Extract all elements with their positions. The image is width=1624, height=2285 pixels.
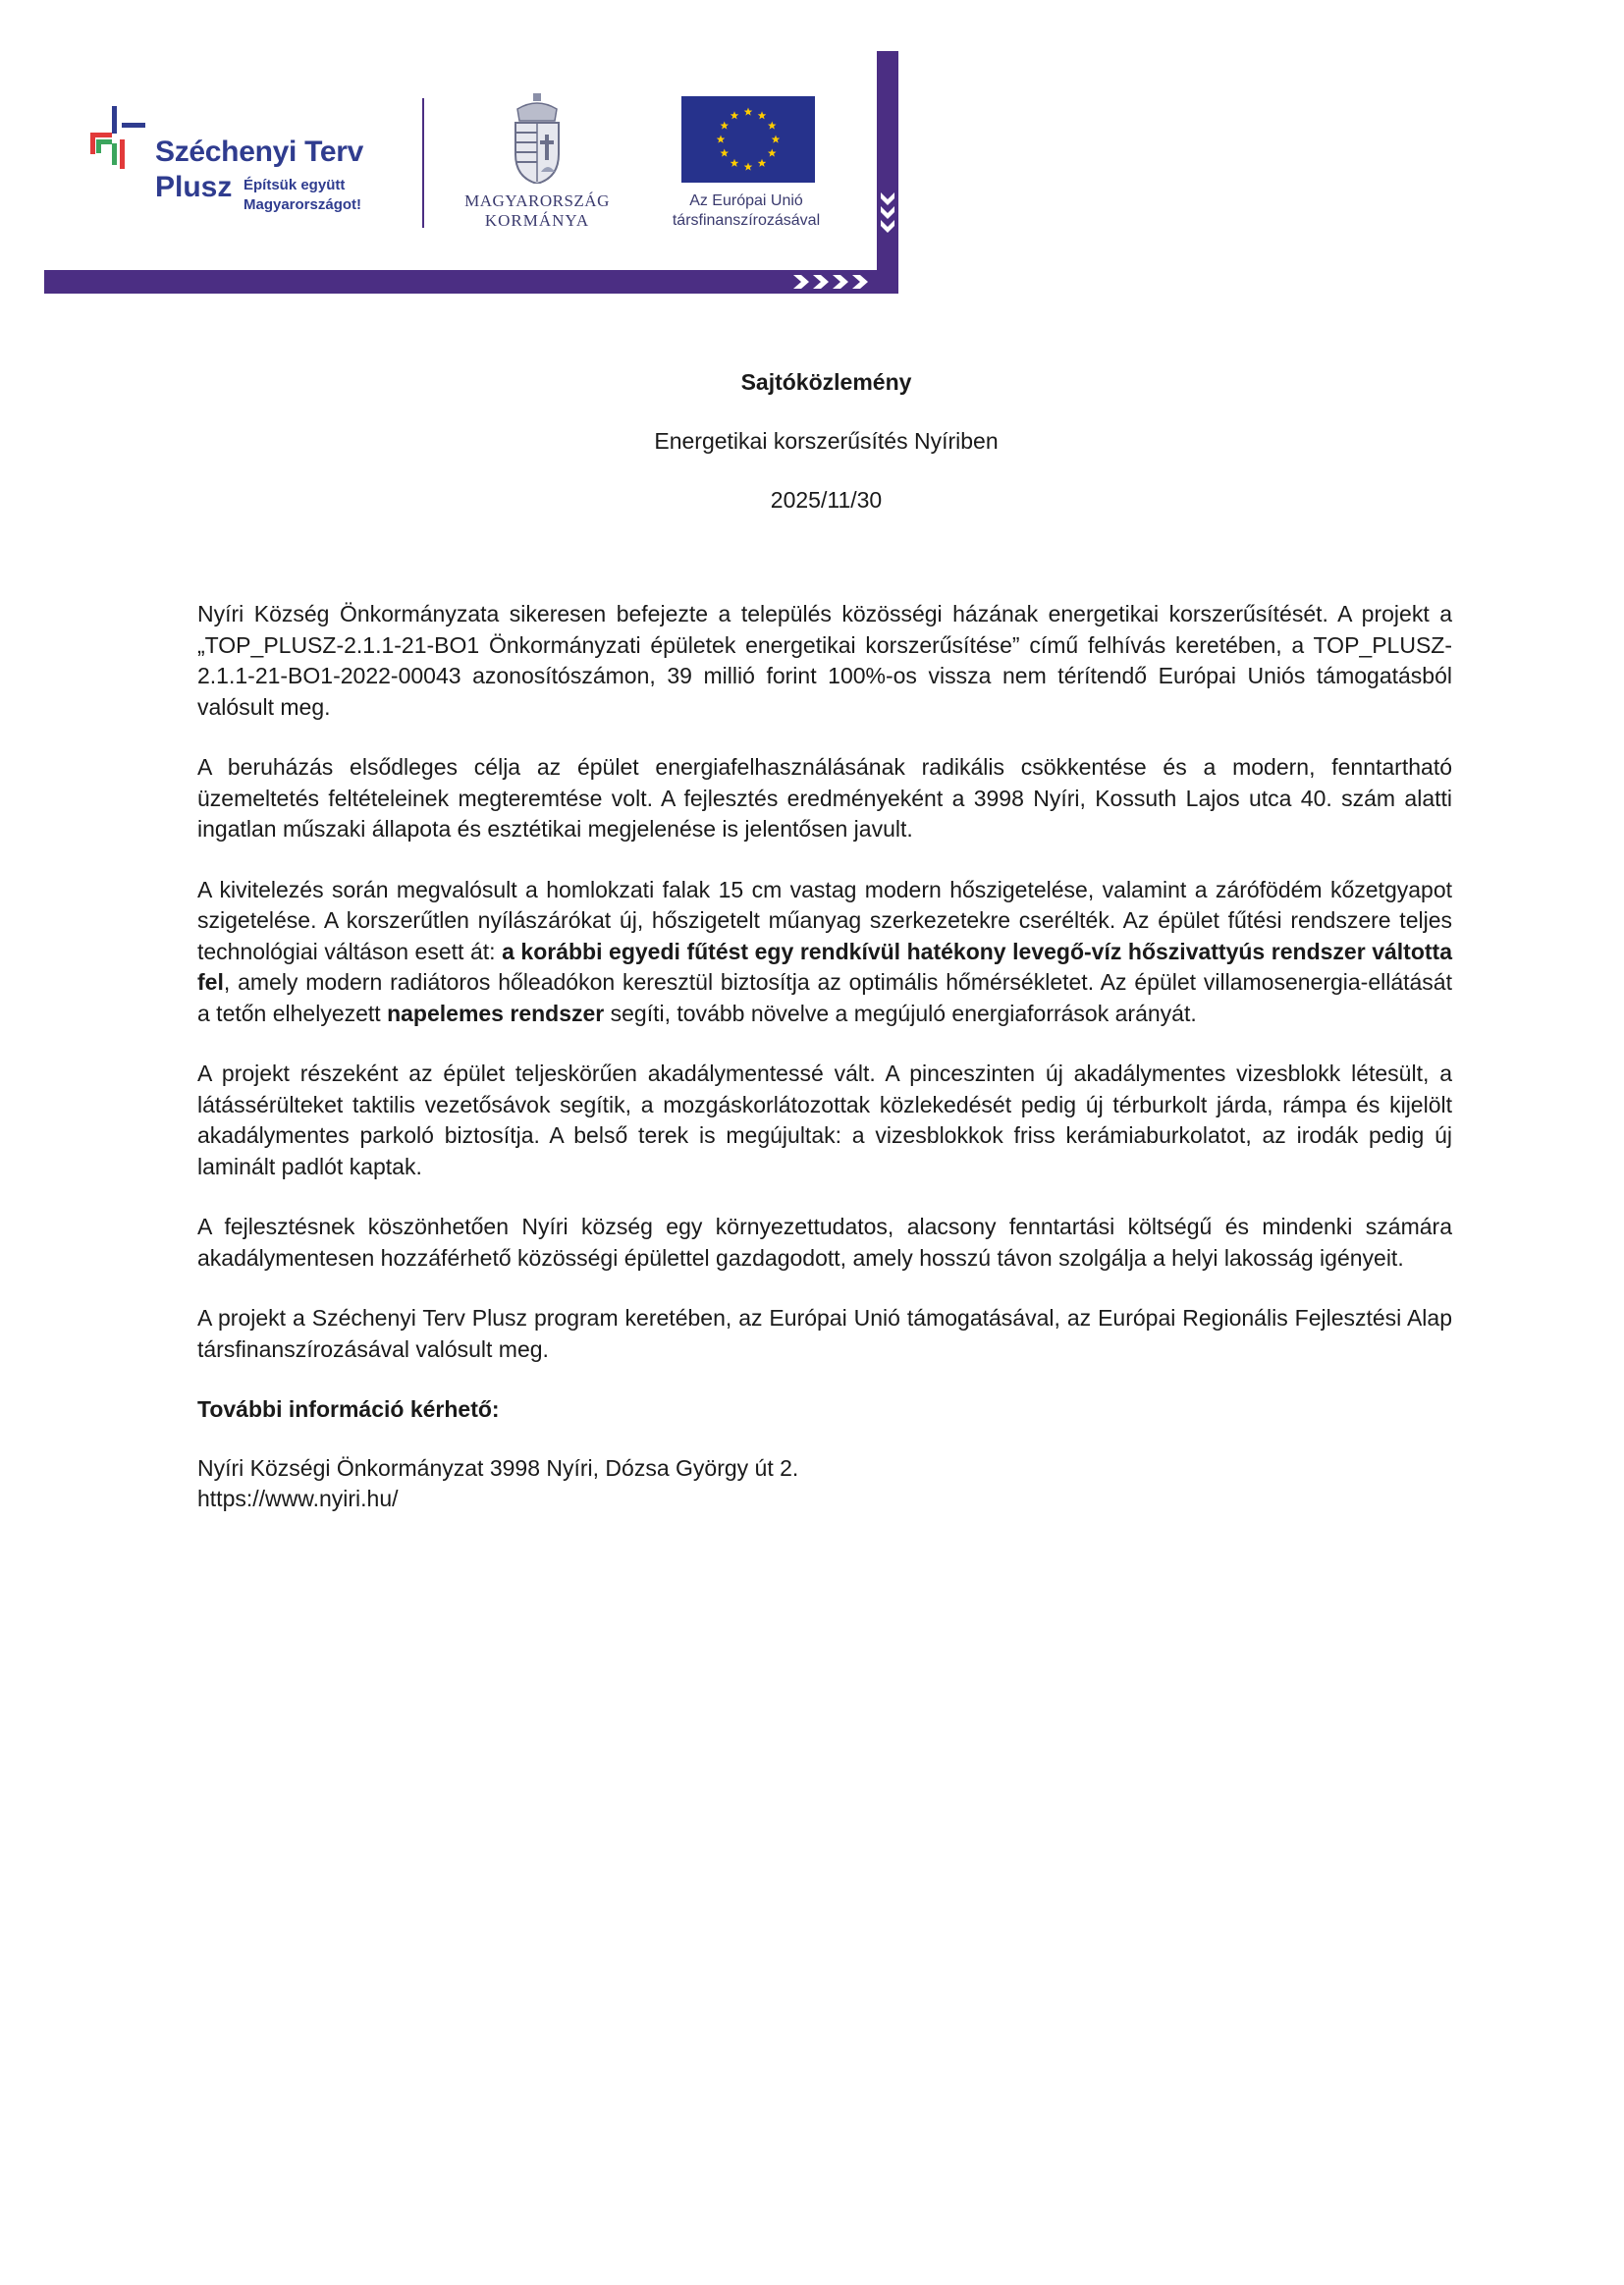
government-line1: MAGYARORSZÁG bbox=[464, 191, 610, 210]
document-subtitle: Energetikai korszerűsítés Nyíriben bbox=[654, 428, 999, 454]
paragraph-2: A beruházás elsődleges célja az épület energiafelhasználásának radikális csökkentése és a modern, fenntartható üzemeltetés feltételeinek megteremtése volt. A fejlesztés eredményeként a 3998 Nyíri, Kossuth Lajos utca 40. szám alatti ingatlan műszaki állapota és esztétikai megjelenése is jelentősen javult. bbox=[197, 754, 1452, 842]
contact-address: Nyíri Községi Önkormányzat 3998 Nyíri, Dózsa György út 2. bbox=[197, 1454, 799, 1481]
paragraph-3-bold-solar: napelemes rendszer bbox=[387, 1000, 605, 1026]
chevron-row-icon bbox=[793, 271, 874, 293]
szechenyi-plusz: Plusz bbox=[155, 171, 233, 203]
paragraph-3-part-a: A kivitelezés során megvalósult a homlokzati falak 15 cm vastag modern hőszigetelése, valamint a zárófödém kőzetgyapot szigetelése. A korszerűtlen nyílászárókat új, hőszigetelt műanyag szerkezetekre cserélték. Az épület fűtési rendszere teljes technológiai váltáson esett át: bbox=[197, 876, 1452, 964]
eu-line1: Az Európai Unió bbox=[689, 192, 803, 209]
eu-star-icon bbox=[772, 136, 781, 143]
eu-star-icon bbox=[744, 108, 753, 116]
hungarian-government-logo bbox=[454, 93, 621, 236]
eu-line2: társfinanszírozásával bbox=[672, 212, 821, 229]
paragraph-4: A projekt részeként az épület teljeskörűen akadálymentessé vált. A pinceszinten új akadálymentes vizesblokk létesült, a látássérülteket taktilis vezetősávok segítik, a mozgáskorlátozottak közlekedését pedig új térburkolt járda, rámpa és kijelölt akadálymentes parkoló biztosítja. A belső terek is megújultak: a vizesblokkok friss kerámiaburkolatot, az irodák pedig új laminált padlót kaptak. bbox=[197, 1061, 1452, 1179]
header-banner bbox=[0, 0, 1624, 304]
paragraph-5: A fejlesztésnek köszönhetően Nyíri község egy környezettudatos, alacsony fenntartási költségű és mindenki számára akadálymentesen hozzáférhető közösségi épülettel gazdagodott, amely hosszú távon szolgálja a helyi lakosság igényeit. bbox=[197, 1214, 1452, 1271]
document-date: 2025/11/30 bbox=[770, 487, 883, 513]
eu-star-icon bbox=[758, 159, 767, 167]
eu-star-icon bbox=[768, 149, 777, 157]
banner-right-bar bbox=[877, 51, 898, 294]
eu-star-icon bbox=[717, 136, 726, 143]
logo-divider bbox=[422, 98, 424, 228]
eu-star-icon bbox=[758, 111, 767, 119]
eu-star-icon bbox=[744, 163, 753, 171]
eu-star-icon bbox=[768, 122, 777, 130]
eu-flag-icon bbox=[681, 96, 815, 183]
document-body bbox=[197, 599, 1452, 1515]
paragraph-6: A projekt a Széchenyi Terv Plusz program keretében, az Európai Unió támogatásával, az Európai Regionális Fejlesztési Alap társfinanszírozásával valósult meg. bbox=[197, 1305, 1452, 1362]
chevron-column-icon bbox=[877, 192, 898, 245]
szechenyi-terv-plusz-logo bbox=[86, 106, 410, 224]
government-line2: KORMÁNYA bbox=[484, 211, 590, 230]
banner-bottom-bar bbox=[44, 270, 898, 294]
more-info-heading: További információ kérhető: bbox=[197, 1396, 500, 1422]
szechenyi-title: Széchenyi Terv bbox=[155, 136, 364, 168]
document-title: Sajtóközlemény bbox=[740, 369, 912, 395]
eu-star-icon bbox=[731, 111, 739, 119]
szt-cross-icon bbox=[86, 106, 145, 175]
szechenyi-slogan-line2: Magyarországot! bbox=[244, 196, 362, 213]
paragraph-1: Nyíri Község Önkormányzata sikeresen befejezte a település közösségi házának energetikai korszerűsítését. A projekt a „TOP_PLUSZ-2.1.1-21-BO1 Önkormányzati épületek energetikai korszerűsítése” című felhívás keretében, a TOP_PLUSZ-2.1.1-21-BO1-2022-00043 azonosítószámon, 39 millió forint 100%-os vissza nem térítendő Európai Uniós támogatásból valósult meg. bbox=[197, 601, 1452, 720]
coat-of-arms-icon bbox=[508, 93, 567, 184]
contact-url[interactable]: https://www.nyiri.hu/ bbox=[197, 1486, 399, 1511]
eu-star-icon bbox=[720, 122, 729, 130]
paragraph-3-part-c: , amely modern radiátoros hőleadókon keresztül biztosítja az optimális hőmérsékletet. Az épület villamosenergia-ellátását a tetőn elhelyezett bbox=[197, 969, 1452, 1026]
european-union-logo bbox=[648, 96, 844, 234]
eu-star-icon bbox=[731, 159, 739, 167]
paragraph-3 bbox=[197, 875, 1452, 1030]
eu-star-icon bbox=[720, 149, 729, 157]
paragraph-3-bold-heat-pump: a korábbi egyedi fűtést egy rendkívül hatékony levegő-víz hőszivattyús rendszer váltotta fel bbox=[197, 938, 1452, 995]
paragraph-3-part-e: segíti, tovább növelve a megújuló energiaforrások arányát. bbox=[604, 1000, 1197, 1026]
szechenyi-slogan-line1: Építsük együtt bbox=[244, 177, 346, 193]
